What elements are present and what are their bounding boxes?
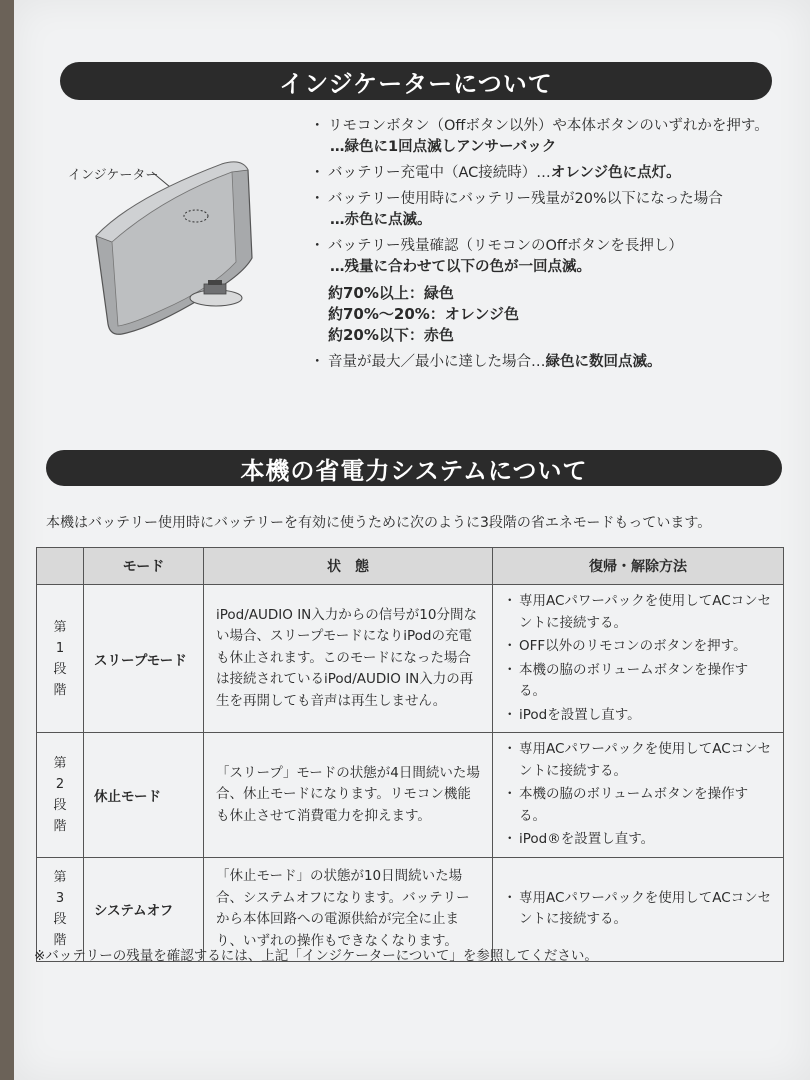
intro-paragraph: 本機はバッテリー使用時にバッテリーを有効に使うために次のように3段階の省エネモードもっています。	[46, 515, 712, 531]
stage-header	[37, 548, 84, 585]
table-row	[37, 585, 784, 733]
manual-page	[14, 0, 810, 1080]
state-cell: iPod/AUDIO IN入力からの信号が10分間ない場合、スリープモードになりiPodの充電も休止されます。このモードになった場合は接続されているiPod/AUDIO IN入力の再生を再開しても音声は再生しません。	[204, 585, 493, 733]
state-cell: 「休止モード」の状態が10日間続いた場合、システムオフになります。バッテリーから本体回路への電源供給が完全に止まり、いずれの操作もできなくなります。	[204, 857, 493, 961]
battery-level-orange: 約70%〜20%：オレンジ色	[328, 305, 520, 323]
state-cell: 「スリープ」モードの状態が4日間続いた場合、休止モードになります。リモコン機能も休止させて消費電力を抑えます。	[204, 733, 493, 858]
power-mode-table	[36, 547, 784, 962]
speaker-dock-illustration	[92, 158, 274, 338]
battery-level-red: 約20%以下：赤色	[328, 326, 454, 344]
table-row	[37, 733, 784, 858]
section-title-power-saving: 本機の省電力システムについて	[46, 450, 782, 486]
list-item: ・ バッテリー充電中（AC接続時）…オレンジ色に点灯。	[310, 163, 780, 184]
section-title-indicator: インジケーターについて	[60, 62, 772, 100]
list-item: ・ 本機の脇のボリュームボタンを操作する。	[505, 784, 773, 827]
table-header-row	[37, 548, 784, 585]
mode-header: モード	[84, 548, 204, 585]
recover-cell	[493, 733, 784, 858]
stage-cell: 第 3 段 階	[37, 857, 84, 961]
list-item: ・ 専用ACパワーパックを使用してACコンセントに接続する。	[505, 739, 773, 782]
recover-header: 復帰・解除方法	[493, 548, 784, 585]
stage-cell: 第 1 段 階	[37, 585, 84, 733]
mode-name-cell: システムオフ	[84, 857, 204, 961]
list-item: ・ 音量が最大／最小に達した場合…緑色に数回点滅。	[310, 352, 780, 373]
footnote: ※バッテリーの残量を確認するには、上記「インジケーターについて」を参照してください。	[34, 948, 598, 964]
battery-level-list	[310, 283, 780, 346]
list-item: ・ iPod®を設置し直す。	[505, 829, 773, 851]
indicator-callout-label: インジケーター	[68, 168, 159, 183]
list-item: ・ 本機の脇のボリュームボタンを操作する。	[505, 660, 773, 703]
list-item: ・ バッテリー使用時にバッテリー残量が20%以下になった場合 …赤色に点滅。	[310, 189, 780, 231]
list-item: ・ バッテリー残量確認（リモコンのOffボタンを長押し） …残量に合わせて以下の色が一回点滅。	[310, 236, 780, 278]
list-item: ・ 専用ACパワーパックを使用してACコンセントに接続する。	[505, 591, 773, 634]
battery-level-green: 約70%以上：緑色	[328, 284, 454, 302]
indicator-bullet-list	[310, 116, 780, 378]
list-item: ・ OFF以外のリモコンのボタンを押す。	[505, 636, 773, 658]
state-header: 状 態	[204, 548, 493, 585]
list-item: ・ iPodを設置し直す。	[505, 705, 773, 727]
mode-name-cell: 休止モード	[84, 733, 204, 858]
mode-name-cell: スリープモード	[84, 585, 204, 733]
list-item: ・ 専用ACパワーパックを使用してACコンセントに接続する。	[505, 888, 773, 931]
stage-cell: 第 2 段 階	[37, 733, 84, 858]
list-item: ・ リモコンボタン（Offボタン以外）や本体ボタンのいずれかを押す。 …緑色に1回点滅しアンサーバック	[310, 116, 780, 158]
recover-cell	[493, 585, 784, 733]
